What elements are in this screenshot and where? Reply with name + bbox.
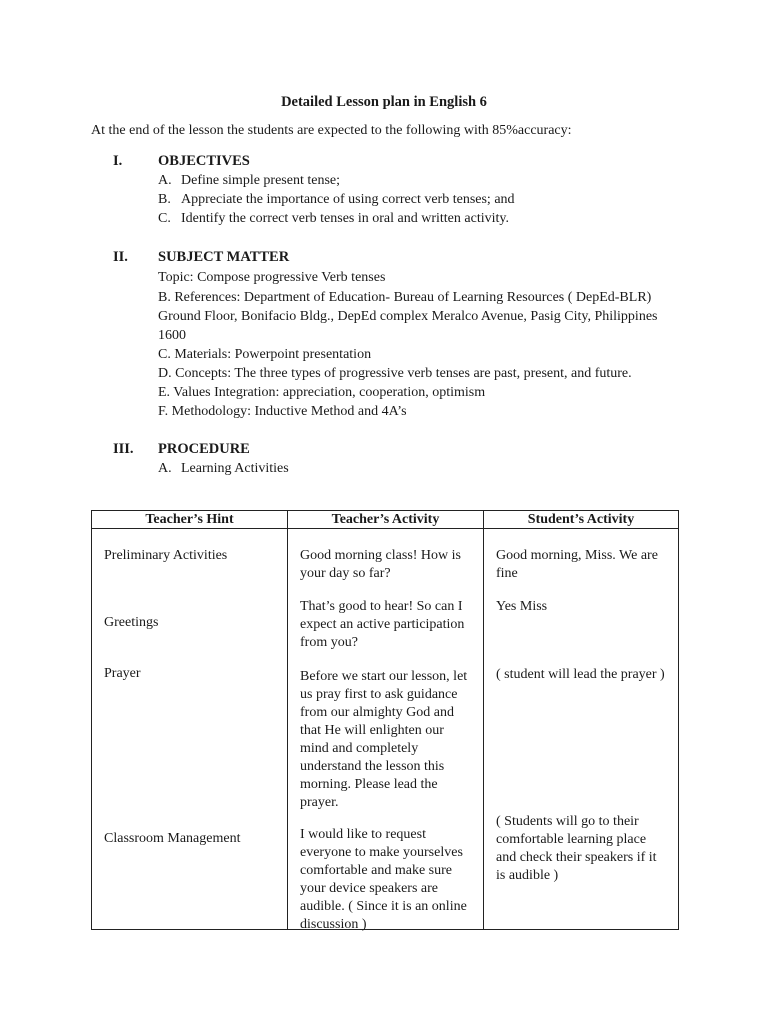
header-teachers-activity: Teacher’s Activity xyxy=(288,511,484,529)
document-title: Detailed Lesson plan in English 6 xyxy=(281,94,487,110)
student-activity-participation: Yes Miss xyxy=(496,599,548,614)
objective-item xyxy=(0,192,768,210)
section-number-objectives: I. xyxy=(113,153,123,169)
objective-text: Appreciate the importance of using correct verb tenses; and xyxy=(181,192,515,207)
intro-text: At the end of the lesson the students are expected to the following with 85%accuracy: xyxy=(91,123,572,138)
procedure-item xyxy=(0,461,768,479)
hint-classroom-management: Classroom Management xyxy=(104,831,241,846)
student-activity-column xyxy=(484,529,679,930)
teacher-activity-greeting: Good morning class! How is your day so far? xyxy=(300,548,461,581)
section-number-subject-matter: II. xyxy=(113,249,128,265)
objective-letter: A. xyxy=(158,173,172,188)
section-title-procedure: PROCEDURE xyxy=(158,441,250,457)
learning-activities-table xyxy=(91,510,679,930)
objective-text: Define simple present tense; xyxy=(181,173,341,188)
procedure-text: Learning Activities xyxy=(181,461,289,476)
teacher-activity-prayer: Before we start our lesson, let us pray first to ask guidance from our almighty God and that He will enlighten our mind and completely understand the lesson this morning. Please lead the prayer. xyxy=(300,669,468,810)
subject-topic: Topic: Compose progressive Verb tenses xyxy=(158,270,386,285)
teacher-activity-management: I would like to request everyone to make yourselves comfortable and make sure your device speakers are audible. ( Since it is an online discussion ) xyxy=(300,827,467,932)
student-activity-prayer: ( student will lead the prayer ) xyxy=(496,667,665,682)
student-activity-greeting: Good morning, Miss. We are fine xyxy=(496,548,658,581)
hint-prayer: Prayer xyxy=(104,666,141,681)
hint-column xyxy=(92,529,288,930)
subject-references: B. References: Department of Education- Bureau of Learning Resources ( DepEd-BLR) Ground Floor, Bonifacio Bldg., DepEd complex Meralco Avenue, Pasig City, Philippines 1600 xyxy=(158,290,658,343)
section-number-procedure: III. xyxy=(113,441,134,457)
header-students-activity: Student’s Activity xyxy=(484,511,679,529)
procedure-letter: A. xyxy=(158,461,172,476)
objective-letter: B. xyxy=(158,192,171,207)
subject-concepts: D. Concepts: The three types of progressive verb tenses are past, present, and future. xyxy=(158,366,632,381)
teacher-activity-column xyxy=(288,529,484,930)
table-row xyxy=(92,529,679,930)
objective-text: Identify the correct verb tenses in oral and written activity. xyxy=(181,211,509,226)
teacher-activity-participation: That’s good to hear! So can I expect an active participation from you? xyxy=(300,599,465,650)
objective-item xyxy=(0,211,768,229)
objective-item xyxy=(0,173,768,191)
hint-greetings: Greetings xyxy=(104,615,159,630)
hint-preliminary: Preliminary Activities xyxy=(104,548,228,563)
header-teachers-hint: Teacher’s Hint xyxy=(92,511,288,529)
subject-values: E. Values Integration: appreciation, cooperation, optimism xyxy=(158,385,486,400)
objective-letter: C. xyxy=(158,211,171,226)
table-header-row xyxy=(92,511,679,529)
student-activity-management: ( Students will go to their comfortable learning place and check their speakers if it is audible ) xyxy=(496,814,657,883)
subject-methodology: F. Methodology: Inductive Method and 4A’s xyxy=(158,404,407,419)
section-title-objectives: OBJECTIVES xyxy=(158,153,250,169)
section-title-subject-matter: SUBJECT MATTER xyxy=(158,249,290,265)
subject-materials: C. Materials: Powerpoint presentation xyxy=(158,347,372,362)
